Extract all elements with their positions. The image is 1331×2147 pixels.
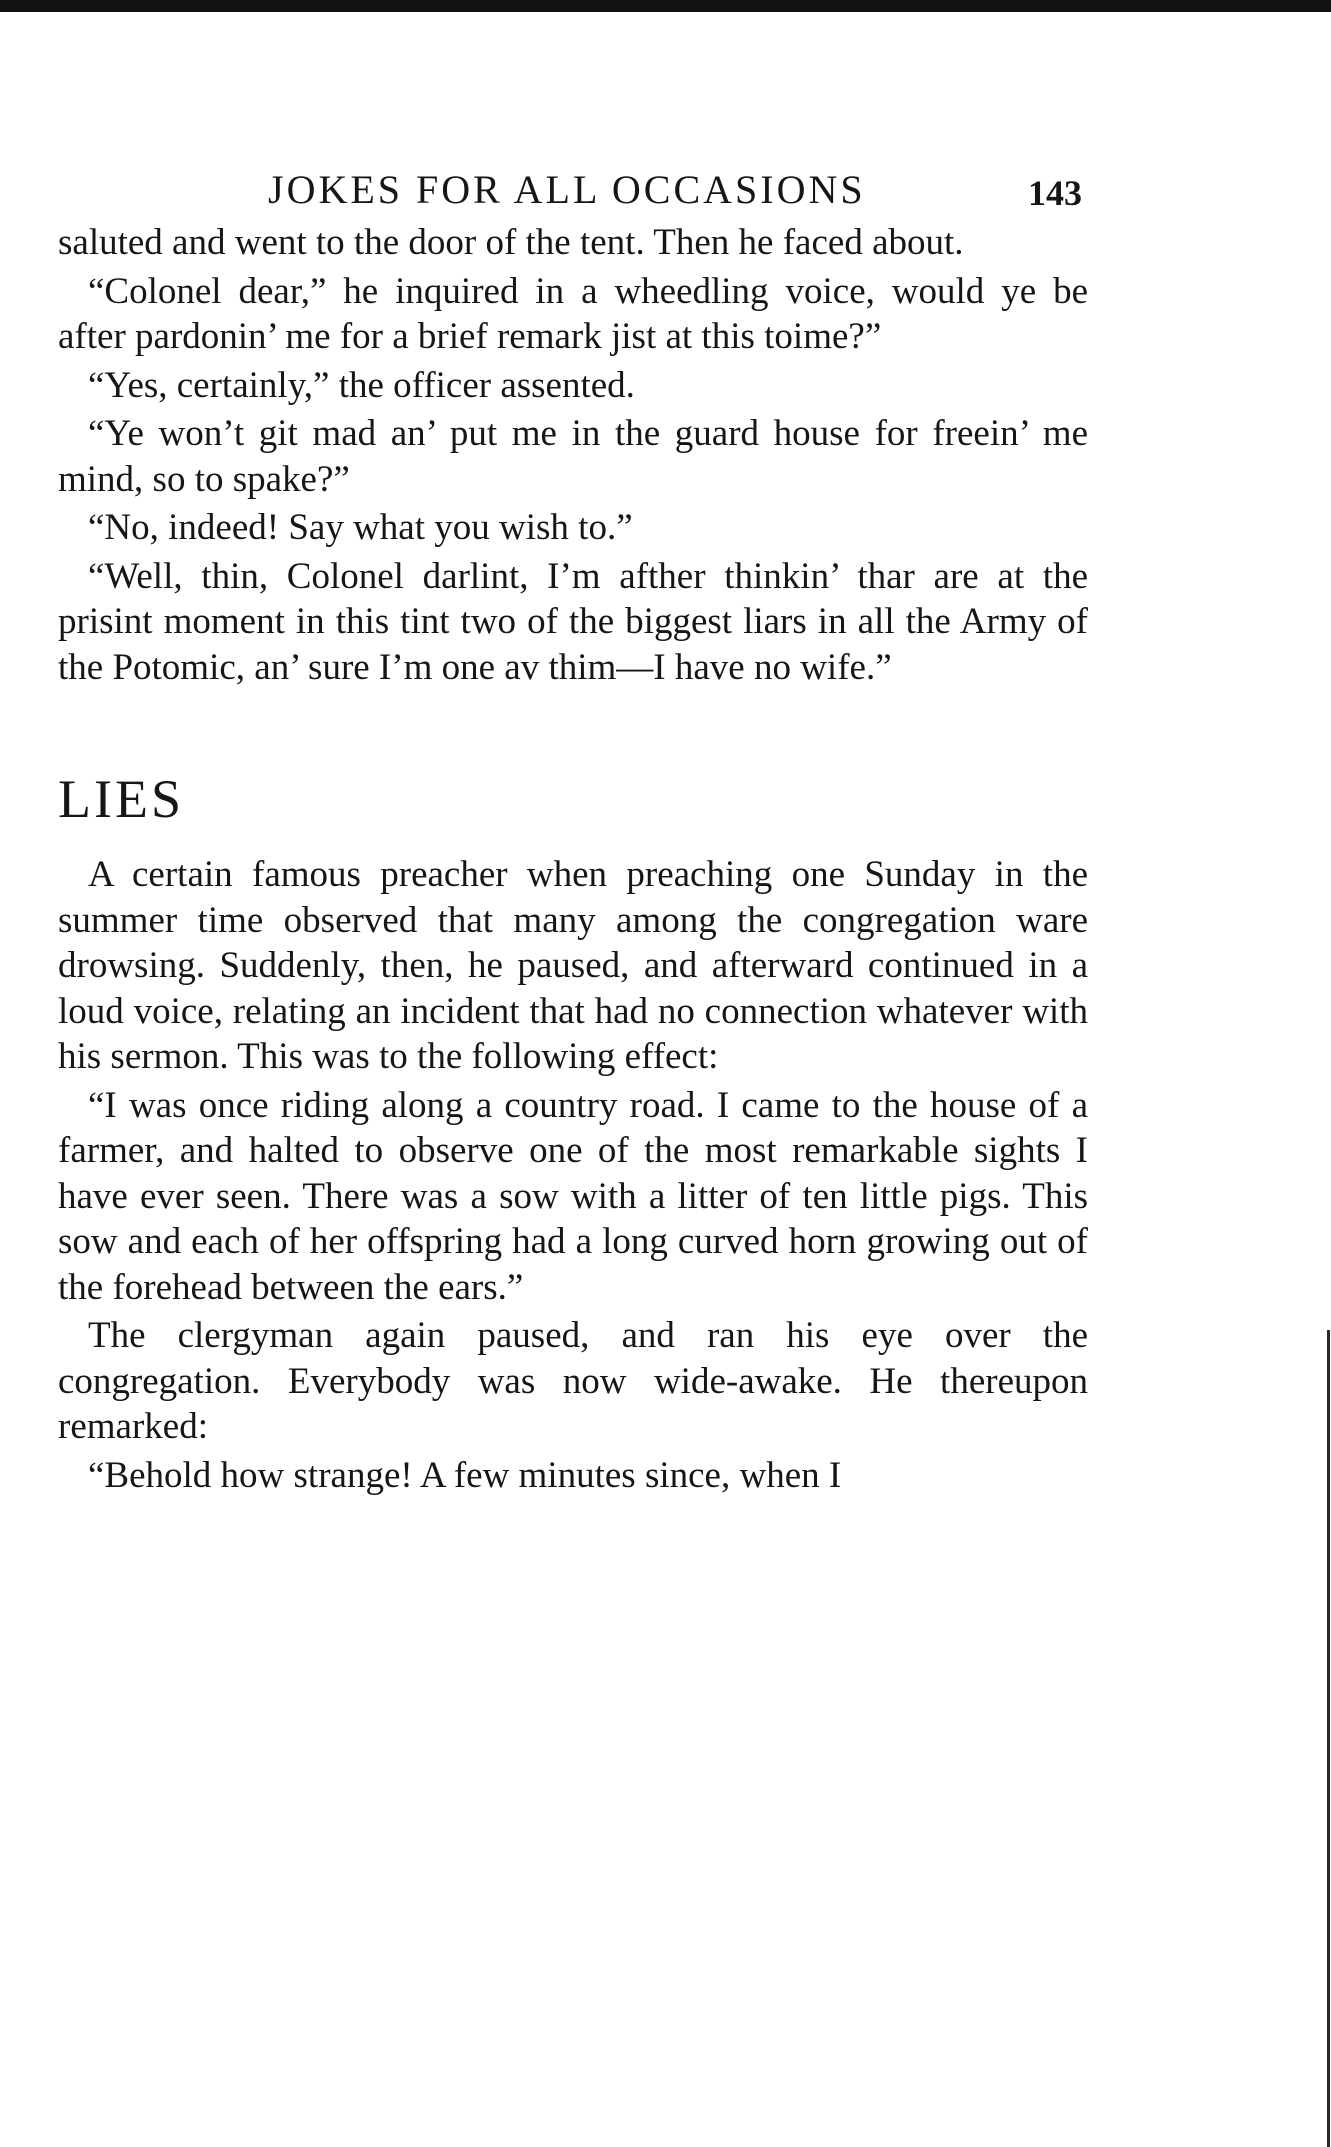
page-right-edge [1327, 1330, 1330, 2147]
paragraph: “No, indeed! Say what you wish to.” [88, 507, 633, 548]
paragraph: saluted and went to the door of the tent. Then he faced about. [58, 222, 964, 263]
paragraph: “Behold how strange! A few minutes since, when I [88, 1454, 842, 1496]
text-before-section [58, 220, 1088, 690]
paragraph: “I was once riding along a country road. I came to the house of a farmer, and halted to observe one of the most remarkable sights I have ever seen. There was a sow with a litter of ten little pigs. This sow and each of her offspring had a long curved horn growing out of the forehead between the ears.” [58, 1084, 1088, 1308]
paragraph: The clergyman again paused, and ran his eye over the congregation. Everybody was now wide-awake. He thereupon remarked: [58, 1315, 1088, 1447]
running-title: JOKES FOR ALL OCCASIONS [268, 167, 866, 212]
paragraph: “Ye won’t git mad an’ put me in the guard house for freein’ me mind, so to spake?” [58, 413, 1088, 500]
running-head [58, 150, 1088, 220]
paragraph: “Well, thin, Colonel darlint, I’m afther thinkin’ thar are at the prisint moment in this tint two of the biggest liars in all the Army of the Potomic, an’ sure I’m one av thim—I have no wife.” [58, 555, 1088, 688]
page-top-edge [0, 0, 1331, 12]
book-page [58, 150, 1088, 1498]
text-after-section [58, 852, 1088, 1498]
paragraph: “Yes, certainly,” the officer assented. [88, 364, 635, 406]
section-heading: LIES [58, 769, 184, 829]
paragraph: A certain famous preacher when preaching one Sunday in the summer time observed that many among the congregation ware drowsing. Suddenly, then, he paused, and afterward continued in a loud voice, relating an incident that had no connection whatever with his sermon. This was to the following effect: [58, 854, 1088, 1077]
page-number: 143 [1028, 173, 1082, 213]
paragraph: “Colonel dear,” he inquired in a wheedling voice, would ye be after pardonin’ me for a brief remark jist at this toime?” [58, 270, 1088, 357]
